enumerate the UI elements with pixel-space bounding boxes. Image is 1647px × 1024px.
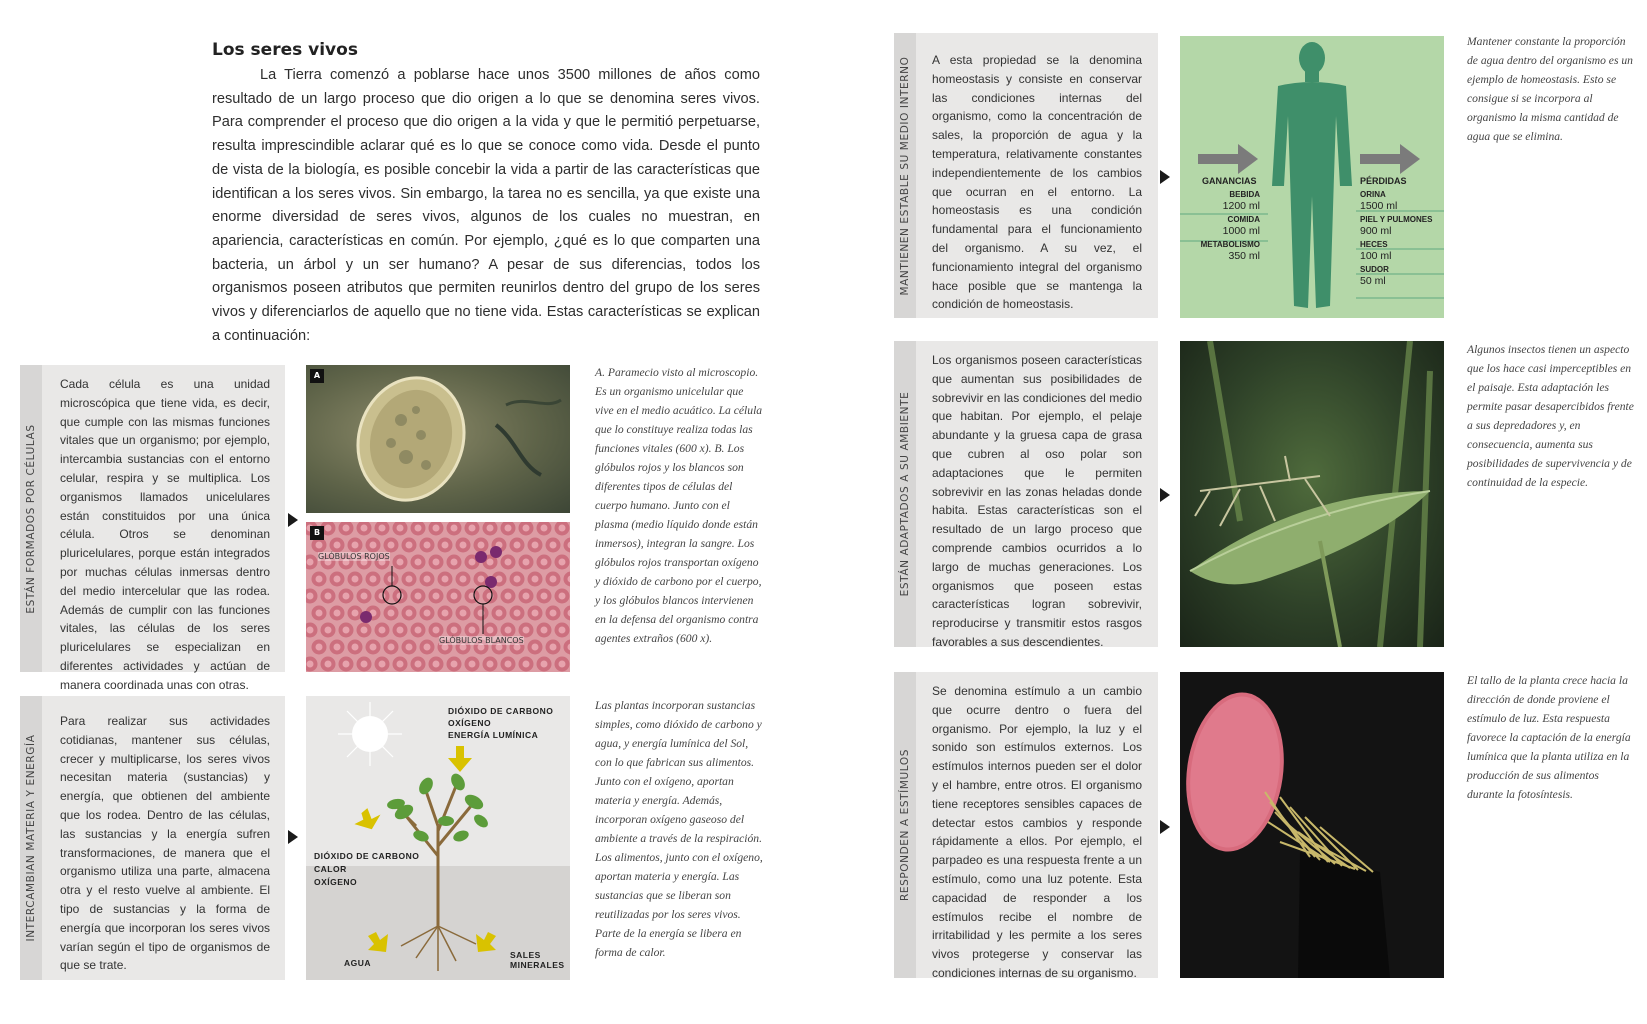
stimuli-section bbox=[894, 672, 1158, 978]
plant-inputs-label-3: ENERGÍA LUMÍNICA bbox=[448, 730, 539, 740]
stimuli-caption: El tallo de la planta crece hacia la dirección de donde proviene el estímulo de luz. Esta respuesta favorece la captación de la energía lumínica que la planta utiliza en la producción de sus alimentos durante la fotosíntesis. bbox=[1467, 674, 1631, 801]
plant-outputs-label-1: DIÓXIDO DE CARBONO bbox=[314, 851, 420, 861]
water-balance-diagram bbox=[1180, 36, 1444, 318]
plant-diagram bbox=[306, 696, 570, 980]
water-entry-label: PIEL Y PULMONES bbox=[1360, 215, 1433, 224]
water-entry-label: COMIDA bbox=[1227, 215, 1260, 224]
white-blood-cell bbox=[360, 611, 372, 623]
plant-outputs-label-2: CALOR bbox=[314, 864, 347, 874]
energy-caption: Las plantas incorporan sustancias simples, como dióxido de carbono y agua, y energía lumínica del Sol, con lo que fabrican sus alimentos. Junto con el oxígeno, aportan materia y energía. Además, incorporan oxígeno gaseoso del ambiente a través de la respiración. Los alimentos, junto con el oxígeno, aportan materia y energía. Las sustancias que se liberan son reutilizadas por los seres vivos. Parte de la energía se libera en forma de calor. bbox=[595, 699, 763, 959]
losses-title: PÉRDIDAS bbox=[1360, 176, 1407, 186]
photo-tag-b: B bbox=[310, 526, 324, 540]
water-entry-value: 900 ml bbox=[1360, 225, 1392, 237]
salts-label-2: MINERALES bbox=[510, 960, 565, 970]
water-entry-label: BEBIDA bbox=[1229, 190, 1260, 199]
water-entry-value: 1000 ml bbox=[1222, 225, 1260, 237]
paramecium-photo bbox=[306, 365, 570, 513]
water-entry-value: 100 ml bbox=[1360, 250, 1392, 262]
cells-section-label: ESTÁN FORMADOS POR CÉLULAS bbox=[25, 423, 37, 614]
plant-outputs-label-3: OXÍGENO bbox=[314, 877, 358, 887]
energy-arrow-icon bbox=[288, 830, 298, 844]
homeostasis-caption: Mantener constante la proporción de agua dentro del organismo es un ejemplo de homeostasis. Esto se consigue si se incorpora al organismo la misma cantidad de agua que se elimina. bbox=[1467, 35, 1633, 143]
homeostasis-section-label: MANTIENEN ESTABLE SU MEDIO INTERNO bbox=[899, 55, 911, 296]
white-blood-cell bbox=[490, 546, 502, 558]
water-entry-value: 1500 ml bbox=[1360, 200, 1398, 212]
phototropism-photo bbox=[1180, 672, 1444, 978]
cells-caption: A. Paramecio visto al microscopio. Es un organismo unicelular que vive en el medio acuático. La célula que lo constituye realiza todas las funciones vitales (600 x). B. Los glóbulos rojos y los blancos son diferentes tipos de células del cuerpo humano. Junto con el plasma (medio líquido donde están inmersos), integran la sangre. Los glóbulos rojos transportan oxígeno y dióxido de carbono por el cuerpo, y los glóbulos blancos intervienen en la defensa del organismo contra agentes extraños (600 x). bbox=[595, 366, 763, 645]
adapted-text: Los organismos poseen características que aumentan sus posibilidades de sobrevivir en las condiciones del medio que habitan. Por ejemplo, el pelaje abundante y la gruesa capa de grasa que cubren al oso polar son adaptaciones que le permiten sobrevivir en las zonas heladas donde habita. Estas características son el resultado de un largo proceso que comprende cambios ocurridos a lo largo de muchas generaciones. Los organismos que poseen estas características logran sobrevivir, reproducirse y transmitir estos rasgos favorables a sus descendientes. bbox=[932, 353, 1142, 649]
energy-text: Para realizar sus actividades cotidianas, mantener sus células, crecer y multiplicarse, los seres vivos necesitan materia (sustancias) y energía, que obtienen del ambiente que los rodea. Dentro de las células, las sustancias y la energía sufren transformaciones, de manera que el organismo utiliza una parte, almacena otra y el resto vuelve al ambiente. El tipo de sustancias y la forma de energía que incorporan los seres vivos varían según el tipo de organismos de que se trate. bbox=[60, 714, 270, 973]
water-entry-label: METABOLISMO bbox=[1200, 240, 1260, 249]
homeostasis-arrow-icon bbox=[1160, 170, 1170, 184]
page-title: Los seres vivos bbox=[212, 40, 358, 60]
intro-paragraph: La Tierra comenzó a poblarse hace unos 3500 millones de años como resultado de un largo proceso que dio origen a lo que se denomina seres vivos. Para comprender el proceso que dio origen a la vida y que le permitió perpetuarse, resulta imprescindible aclarar qué es lo que se conoce como vida. Desde el punto de vista de la biología, es posible concebir la vida a partir de las características que identifican a los seres vivos. Sin embargo, la tarea no es sencilla, ya que existe una enorme diversidad de seres vivos, algunos de los cuales no muestran, en apariencia, características en común. Por ejemplo, ¿qué es lo que comparten una bacteria, un árbol y un ser humano? A pesar de sus diferencias, todos los organismos poseen atributos que permiten reunirlos dentro del grupo de los seres vivos y diferenciarlos de aquello que no tiene vida. Estas características se explican a continuación: bbox=[212, 67, 760, 344]
gains-title: GANANCIAS bbox=[1202, 176, 1257, 186]
energy-section-label: INTERCAMBIAN MATERIA Y ENERGÍA bbox=[25, 734, 37, 942]
stimuli-section-label: RESPONDEN A ESTÍMULOS bbox=[899, 748, 911, 902]
cells-text: Cada célula es una unidad microscópica que tiene vida, es decir, que cumple con las mismas funciones vitales que un organismo; por ejemplo, intercambia sustancias con el entorno celular, respira y se multiplica. Los organismos llamados unicelulares están constituidos por una única célula. Otros se denominan pluricelulares, porque están integrados por muchas células inmersas dentro del medio intercelular que las rodea. Además de cumplir con las funciones vitales, las células de los seres pluricelulares se especializan en diferentes actividades y actúan de manera coordinada unas con otras. bbox=[60, 377, 270, 692]
photo-tag-a: A bbox=[310, 369, 324, 383]
homeostasis-text: A esta propiedad se la denomina homeostasis y consiste en conservar las condiciones internas del organismo, como la concentración de sales, la proporción de agua y la temperatura, relativamente constantes independientemente de los cambios que ocurran en el entorno. La homeostasis es una condición fundamental para el funcionamiento del organismo. A su vez, el funcionamiento integral del organismo hace posible que se mantenga la condición de homeostasis. bbox=[932, 53, 1142, 312]
homeostasis-section bbox=[894, 33, 1158, 318]
water-entry-label: ORINA bbox=[1360, 190, 1386, 199]
white-cells-label: GLÓBULOS BLANCOS bbox=[439, 636, 524, 645]
white-blood-cell bbox=[475, 551, 487, 563]
stick-insect-photo bbox=[1180, 341, 1444, 647]
adapted-caption: Algunos insectos tienen un aspecto que los hace casi imperceptibles en el paisaje. Esta adaptación les permite pasar desapercibidos frente a sus depredadores y, en consecuencia, aumenta sus posibilidades de supervivencia y de continuidad de la especie. bbox=[1467, 343, 1634, 489]
adapted-section-label: ESTÁN ADAPTADOS A SU AMBIENTE bbox=[899, 391, 911, 597]
plant-inputs-label-2: OXÍGENO bbox=[448, 718, 492, 728]
cells-arrow-icon bbox=[288, 513, 298, 527]
adapted-arrow-icon bbox=[1160, 488, 1170, 502]
red-cells-label: GLÓBULOS ROJOS bbox=[318, 552, 390, 561]
water-entry-label: HECES bbox=[1360, 240, 1388, 249]
salts-label-1: SALES bbox=[510, 950, 541, 960]
stimuli-arrow-icon bbox=[1160, 820, 1170, 834]
water-entry-value: 350 ml bbox=[1228, 250, 1260, 262]
losses-list bbox=[1360, 189, 1440, 289]
blood-cells-photo bbox=[306, 522, 570, 672]
water-label: AGUA bbox=[344, 958, 372, 968]
water-entry-value: 50 ml bbox=[1360, 275, 1386, 287]
adapted-section bbox=[894, 341, 1158, 647]
cells-section bbox=[20, 365, 285, 692]
gains-list bbox=[1188, 189, 1260, 264]
plant-inputs-label-1: DIÓXIDO DE CARBONO bbox=[448, 706, 554, 716]
water-entry-label: SUDOR bbox=[1360, 265, 1389, 274]
energy-section bbox=[20, 696, 285, 980]
stimuli-text: Se denomina estímulo a un cambio que ocurre dentro o fuera del organismo. Por ejemplo, la luz y el sonido son estímulos externos. Los estímulos internos pueden ser el dolor y el hambre, entre otros. El organismo tiene receptores sensibles capaces de detectar estos cambios y responde rápidamente a ellos. Por ejemplo, el parpadeo es una respuesta frente a un estímulo, como una luz potente. Esta capacidad de responder a los estímulos recibe el nombre de irritabilidad y les permite a los seres vivos protegerse y conservar las condiciones internas de su organismo. bbox=[932, 684, 1142, 980]
water-entry-value: 1200 ml bbox=[1222, 200, 1260, 212]
